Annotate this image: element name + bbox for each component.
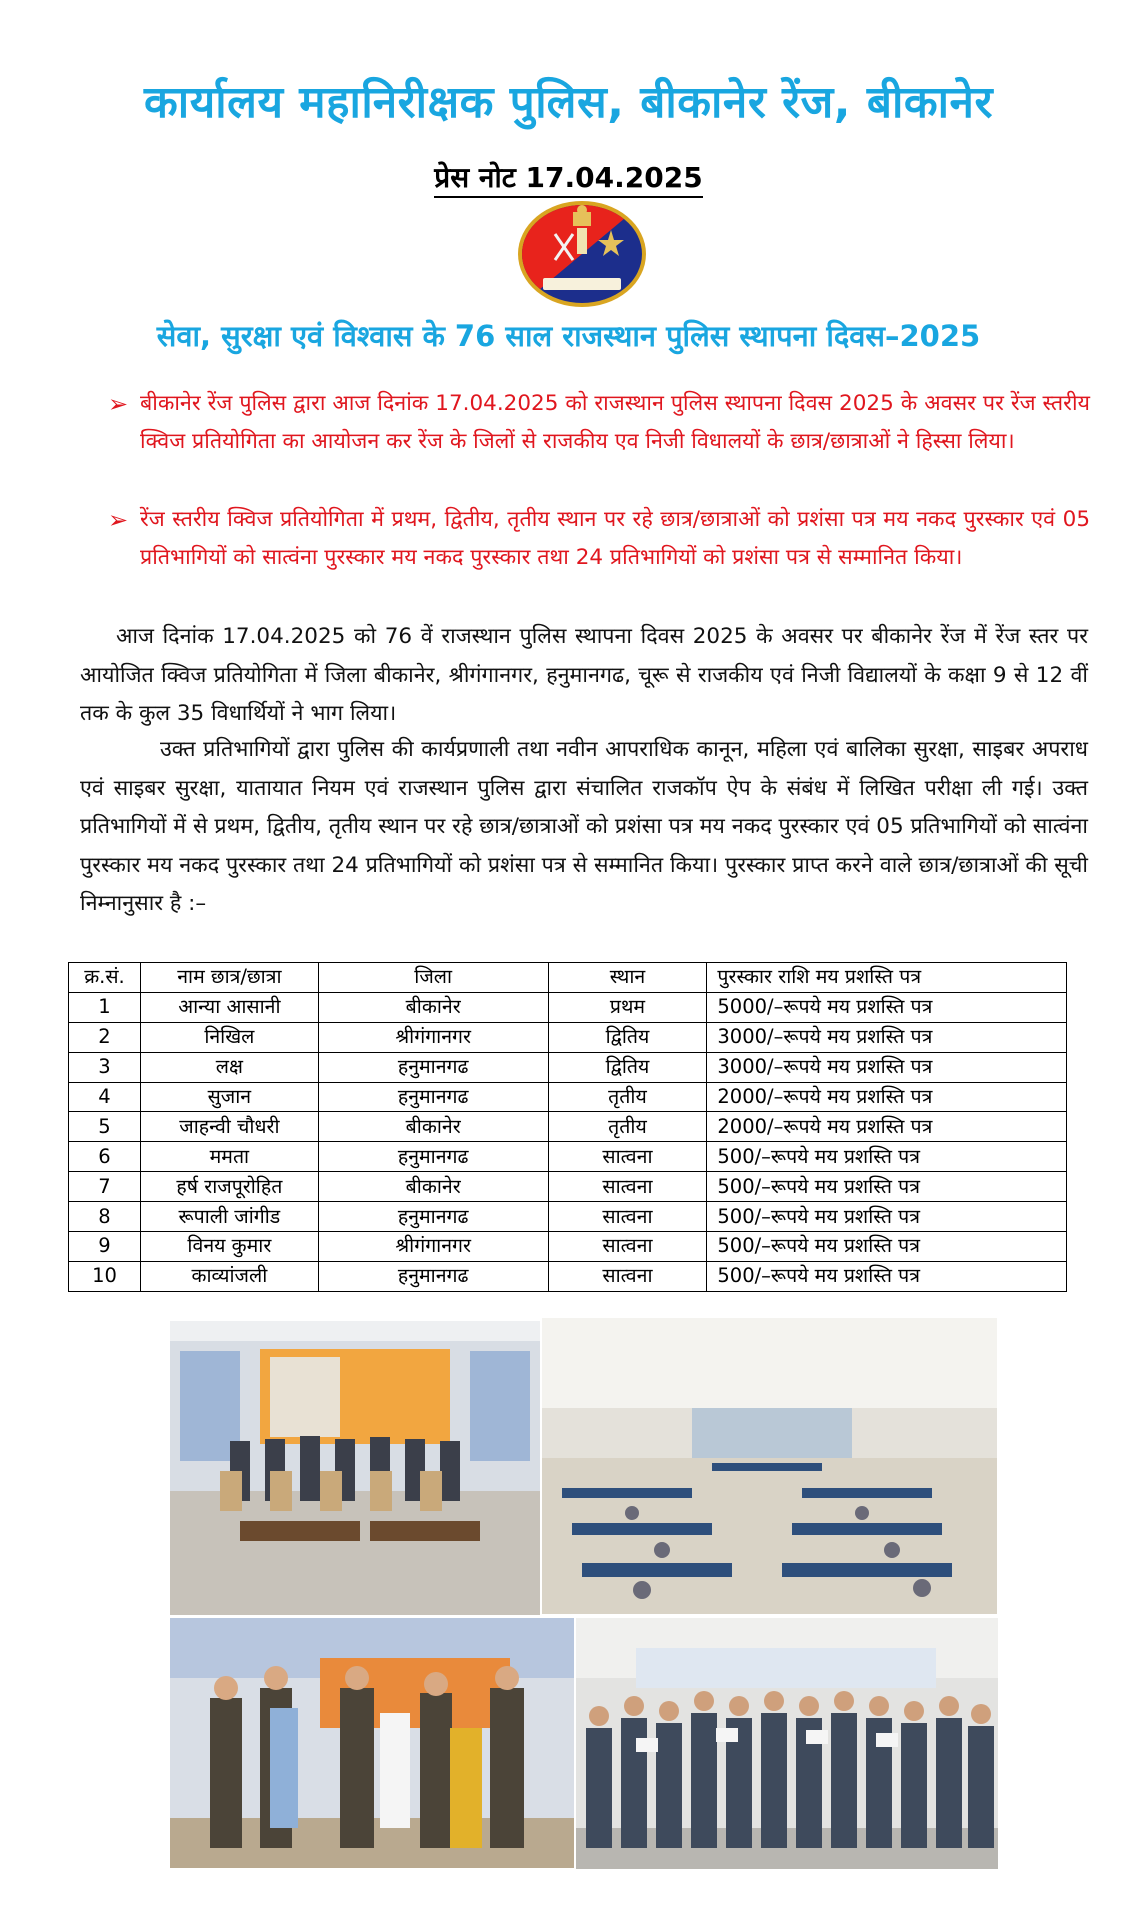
photo-participants-group xyxy=(576,1618,998,1869)
body-paragraph: आज दिनांक 17.04.2025 को 76 वें राजस्थान पुलिस स्थापना दिवस 2025 के अवसर पर बीकानेर रेंज में रेंज स्तर पर आयोजित क्विज प्रतियोगिता में जिला बीकानेर, श्रीगंगानगर, हनुमानगढ, चूरू से राजकीय एवं निजी विद्यालयों के कक्षा 9 से 12 वीं तक के कुल 35 विधार्थियों ने भाग लिया। xyxy=(80,624,1088,726)
cell-district: बीकानेर xyxy=(318,992,548,1022)
cell-position: तृतीय xyxy=(548,1082,707,1112)
table-header-row xyxy=(69,963,1067,993)
cell-district: हनुमानगढ xyxy=(318,1082,548,1112)
cell-position: प्रथम xyxy=(548,992,707,1022)
table-row xyxy=(69,1261,1067,1291)
bullet-text: रेंज स्तरीय क्विज प्रतियोगिता में प्रथम, द्वितीय, तृतीय स्थान पर रहे छात्र/छात्राओं को प्रशंसा पत्र मय नकद पुरस्कार एवं 05 प्रतिभागियों को सात्वंना पुरस्कार मय नकद पुरस्कार तथा 24 प्रतिभागियों को प्रशंसा पत्र से सम्मानित किया। xyxy=(140,507,1090,570)
cell-district: हनुमानगढ xyxy=(318,1142,548,1172)
cell-serial: 2 xyxy=(69,1022,141,1052)
office-title: कार्यालय महानिरीक्षक पुलिस, बीकानेर रेंज, बीकानेर xyxy=(144,77,993,128)
rajasthan-police-emblem xyxy=(515,198,649,310)
cell-name: विनय कुमार xyxy=(140,1232,318,1262)
cell-position: सात्वना xyxy=(548,1172,707,1202)
cell-name: निखिल xyxy=(140,1022,318,1052)
cell-serial: 6 xyxy=(69,1142,141,1172)
photo-award-ceremony xyxy=(170,1618,574,1868)
table-row xyxy=(69,1232,1067,1262)
body-paragraph: उक्त प्रतिभागियों द्वारा पुलिस की कार्यप्रणाली तथा नवीन आपराधिक कानून, महिला एवं बालिका सुरक्षा, साइबर अपराध एवं साइबर सुरक्षा, यातायात नियम एवं राजस्थान पुलिस द्वारा संचालित राजकॉप ऐप के संबंध में लिखित परीक्षा ली गई। उक्त प्रतिभागियों में से प्रथम, द्वितीय, तृतीय स्थान पर रहे छात्र/छात्राओं को प्रशंसा पत्र मय नकद पुरस्कार एवं 05 प्रतिभागियों को सात्वंना पुरस्कार मय नकद पुरस्कार तथा 24 प्रतिभागियों को प्रशंसा पत्र से सम्मानित किया। पुरस्कार प्राप्त करने वाले छात्र/छात्राओं की सूची निम्नानुसार है :– xyxy=(80,737,1088,916)
cell-serial: 7 xyxy=(69,1172,141,1202)
table-row xyxy=(69,1112,1067,1142)
bullet-point xyxy=(108,501,1090,577)
cell-district: हनुमानगढ xyxy=(318,1261,548,1291)
event-subtitle: सेवा, सुरक्षा एवं विश्वास के 76 साल राजस्थान पुलिस स्थापना दिवस–2025 xyxy=(156,319,981,353)
cell-name: सुजान xyxy=(140,1082,318,1112)
cell-name: रूपाली जांगीड xyxy=(140,1202,318,1232)
photo-exam-hall xyxy=(542,1318,997,1614)
table-row xyxy=(69,1082,1067,1112)
col-header-prize: पुरस्कार राशि मय प्रशस्ति पत्र xyxy=(707,963,1067,993)
cell-serial: 5 xyxy=(69,1112,141,1142)
cell-district: बीकानेर xyxy=(318,1172,548,1202)
cell-prize: 500/–रूपये मय प्रशस्ति पत्र xyxy=(707,1202,1067,1232)
col-header-name: नाम छात्र/छात्रा xyxy=(140,963,318,993)
cell-district: श्रीगंगानगर xyxy=(318,1232,548,1262)
cell-name: काव्यांजली xyxy=(140,1261,318,1291)
photo-stage-group xyxy=(170,1321,540,1615)
cell-prize: 3000/–रूपये मय प्रशस्ति पत्र xyxy=(707,1052,1067,1082)
cell-prize: 2000/–रूपये मय प्रशस्ति पत्र xyxy=(707,1112,1067,1142)
cell-prize: 500/–रूपये मय प्रशस्ति पत्र xyxy=(707,1261,1067,1291)
cell-position: तृतीय xyxy=(548,1112,707,1142)
cell-position: सात्वना xyxy=(548,1232,707,1262)
cell-position: सात्वना xyxy=(548,1202,707,1232)
bullet-point xyxy=(108,385,1090,461)
bullet-text: बीकानेर रेंज पुलिस द्वारा आज दिनांक 17.04.2025 को राजस्थान पुलिस स्थापना दिवस 2025 के अवसर पर रेंज स्तरीय क्विज प्रतियोगिता का आयोजन कर रेंज के जिलों से राजकीय एव निजी विधालयों के छात्र/छात्राओं ने हिस्सा लिया। xyxy=(140,391,1090,454)
table-row xyxy=(69,1172,1067,1202)
cell-district: हनुमानगढ xyxy=(318,1202,548,1232)
table-row xyxy=(69,1202,1067,1232)
cell-prize: 500/–रूपये मय प्रशस्ति पत्र xyxy=(707,1142,1067,1172)
winners-table xyxy=(68,962,1067,1292)
cell-district: बीकानेर xyxy=(318,1112,548,1142)
cell-position: सात्वना xyxy=(548,1261,707,1291)
cell-serial: 10 xyxy=(69,1261,141,1291)
col-header-district: जिला xyxy=(318,963,548,993)
cell-prize: 2000/–रूपये मय प्रशस्ति पत्र xyxy=(707,1082,1067,1112)
cell-prize: 5000/–रूपये मय प्रशस्ति पत्र xyxy=(707,992,1067,1022)
cell-name: हर्ष राजपूरोहित xyxy=(140,1172,318,1202)
cell-prize: 500/–रूपये मय प्रशस्ति पत्र xyxy=(707,1232,1067,1262)
col-header-position: स्थान xyxy=(548,963,707,993)
cell-name: आन्या आसानी xyxy=(140,992,318,1022)
arrow-bullet-icon: ➢ xyxy=(108,390,129,418)
press-note-heading xyxy=(0,158,1137,196)
cell-prize: 500/–रूपये मय प्रशस्ति पत्र xyxy=(707,1172,1067,1202)
cell-name: ममता xyxy=(140,1142,318,1172)
cell-prize: 3000/–रूपये मय प्रशस्ति पत्र xyxy=(707,1022,1067,1052)
cell-position: सात्वना xyxy=(548,1142,707,1172)
cell-name: लक्ष xyxy=(140,1052,318,1082)
table-row xyxy=(69,1052,1067,1082)
press-note-text: प्रेस नोट 17.04.2025 xyxy=(434,161,702,198)
arrow-bullet-icon: ➢ xyxy=(108,506,129,534)
table-row xyxy=(69,1142,1067,1172)
col-header-serial: क्र.सं. xyxy=(69,963,141,993)
cell-position: द्वितिय xyxy=(548,1022,707,1052)
table-row xyxy=(69,1022,1067,1052)
cell-name: जाहन्वी चौधरी xyxy=(140,1112,318,1142)
cell-district: हनुमानगढ xyxy=(318,1052,548,1082)
cell-serial: 3 xyxy=(69,1052,141,1082)
table-row xyxy=(69,992,1067,1022)
cell-serial: 4 xyxy=(69,1082,141,1112)
cell-position: द्वितिय xyxy=(548,1052,707,1082)
cell-serial: 8 xyxy=(69,1202,141,1232)
cell-serial: 1 xyxy=(69,992,141,1022)
cell-serial: 9 xyxy=(69,1232,141,1262)
cell-district: श्रीगंगानगर xyxy=(318,1022,548,1052)
